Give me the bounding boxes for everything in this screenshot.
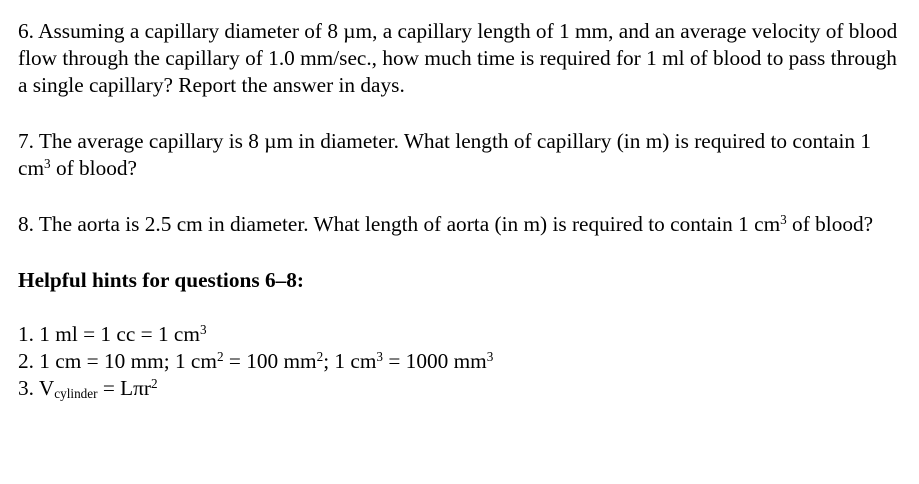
question-7 — [18, 128, 898, 182]
question-8 — [18, 211, 898, 238]
hint-2-exponent-a: 2 — [216, 349, 224, 365]
question-7-text-end: of blood? — [50, 156, 137, 180]
hint-3-exponent: 2 — [151, 376, 158, 392]
hint-3 — [18, 375, 898, 402]
hint-1-text: 1. 1 ml = 1 cc = 1 cm — [18, 322, 200, 346]
document-page — [18, 18, 898, 402]
question-8-text: 8. The aorta is 2.5 cm in diameter. What length of aorta (in m) is required to contain 1 cm — [18, 212, 781, 236]
question-6-text: 6. Assuming a capillary diameter of 8 µm, a capillary length of 1 mm, and an average velocity of blood flow through the capillary of 1.0 mm/sec., how much time is required for 1 ml of blood to pass through a single capillary? Report the answer in days. — [18, 19, 898, 97]
hint-3-part-b: = Lπr — [97, 376, 152, 400]
hint-2-part-d: = 1000 mm — [383, 349, 487, 373]
question-8-exponent: 3 — [780, 212, 787, 228]
hint-1-exponent: 3 — [199, 322, 207, 338]
hint-2 — [18, 348, 898, 375]
question-6 — [18, 18, 898, 99]
question-7-exponent: 3 — [44, 156, 51, 172]
hint-2-part-b: = 100 mm — [223, 349, 317, 373]
hint-1 — [18, 321, 898, 348]
hint-2-exponent-d: 3 — [486, 349, 494, 365]
hint-3-part-a: 3. V — [18, 376, 55, 400]
question-7-text: 7. The average capillary is 8 µm in diameter. What length of capillary (in m) is required to contain 1 cm — [18, 129, 872, 180]
question-8-text-end: of blood? — [786, 212, 874, 236]
hint-2-exponent-c: 3 — [376, 349, 384, 365]
hint-3-subscript: cylinder — [54, 386, 98, 402]
hint-2-exponent-b: 2 — [316, 349, 324, 365]
hints-title: Helpful hints for questions 6–8: — [18, 268, 304, 292]
hint-2-part-a: 2. 1 cm = 10 mm; 1 cm — [18, 349, 217, 373]
hint-2-part-c: ; 1 cm — [323, 349, 377, 373]
